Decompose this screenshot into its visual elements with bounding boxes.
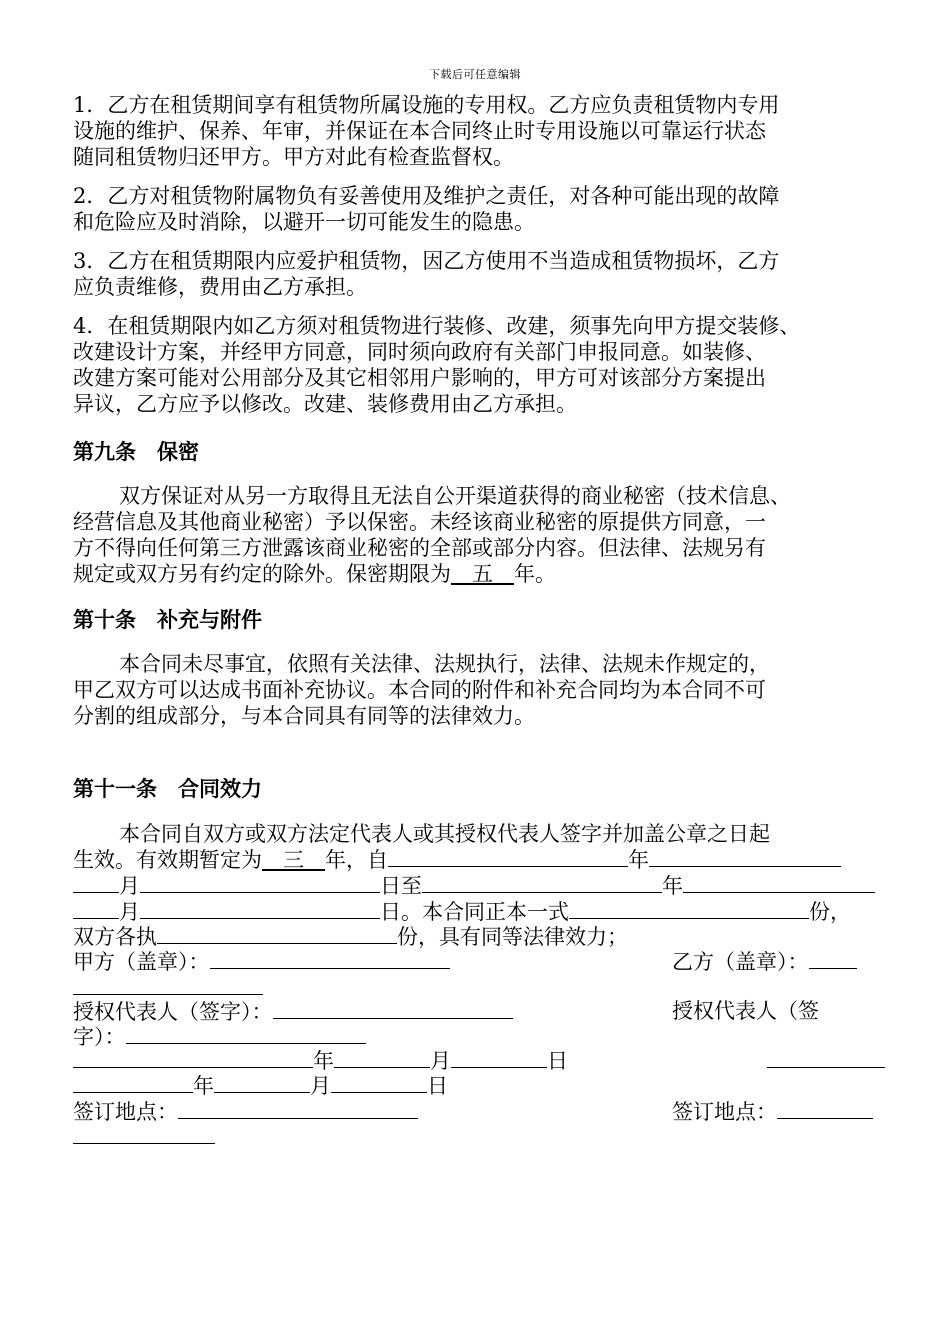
item-1-line-1: 1．乙方在租赁期间享有租赁物所属设施的专用权。乙方应负责租赁物内专用 bbox=[73, 93, 780, 117]
date-b-year-label: 年 bbox=[193, 1074, 214, 1098]
place-b-label: 签订地点： bbox=[672, 1100, 777, 1124]
secrecy-term-blank bbox=[451, 562, 514, 586]
place-b-blank-cont[interactable] bbox=[73, 1123, 215, 1144]
end-year-blank[interactable] bbox=[422, 872, 662, 893]
article-11-line-3 bbox=[73, 872, 875, 899]
rep-a-label: 授权代表人（签字）： bbox=[73, 1000, 273, 1024]
start-month-label: 月 bbox=[119, 874, 140, 898]
place-b-blank[interactable] bbox=[777, 1098, 873, 1119]
end-month-label: 月 bbox=[119, 900, 140, 924]
item-4-line-1: 4．在租赁期限内如乙方须对租赁物进行装修、改建，须事先向甲方提交装修、 bbox=[73, 314, 801, 338]
place-a-label: 签订地点： bbox=[73, 1100, 178, 1124]
start-month-blank[interactable] bbox=[649, 846, 841, 867]
end-month-blank[interactable] bbox=[683, 872, 875, 893]
place-b-line bbox=[672, 1098, 873, 1125]
start-day-blank[interactable] bbox=[140, 872, 380, 893]
each-holds-blank[interactable] bbox=[157, 923, 397, 944]
party-b-seal-line bbox=[672, 948, 857, 975]
each-holds-label: 双方各执 bbox=[73, 925, 157, 949]
end-day-blank[interactable] bbox=[140, 898, 380, 919]
copies-intro: 日。本合同正本一式 bbox=[380, 900, 569, 924]
article-10-heading: 第十条 补充与附件 bbox=[73, 608, 262, 632]
validity-from-label: ，自 bbox=[346, 848, 388, 872]
date-b-month-label: 月 bbox=[310, 1074, 331, 1098]
party-b-seal-blank[interactable] bbox=[809, 948, 857, 969]
validity-term-blank bbox=[262, 848, 325, 872]
article-11-line-4 bbox=[73, 898, 851, 925]
party-a-seal-line bbox=[73, 948, 450, 975]
copies-blank[interactable] bbox=[569, 898, 809, 919]
party-b-seal-label: 乙方（盖章）： bbox=[672, 950, 809, 974]
party-b-seal-line-cont bbox=[73, 974, 263, 1001]
article-11-line-2 bbox=[73, 846, 841, 873]
item-4-line-2: 改建设计方案，并经甲方同意，同时须向政府有关部门申报同意。如装修、 bbox=[73, 340, 766, 364]
rep-b-label-1: 授权代表人（签 bbox=[672, 999, 819, 1023]
article-9-line-4 bbox=[73, 561, 556, 587]
rep-b-blank[interactable] bbox=[126, 1023, 366, 1044]
date-a-day-blank[interactable] bbox=[451, 1047, 547, 1068]
date-b-line-cont bbox=[73, 1072, 448, 1099]
place-b-line-cont bbox=[73, 1123, 215, 1150]
article-9-line-1: 双方保证对从另一方取得且无法自公开渠道获得的商业秘密（技术信息、 bbox=[119, 484, 791, 508]
date-b-day-label: 日 bbox=[427, 1074, 448, 1098]
article-11-line-5 bbox=[73, 923, 628, 950]
rep-b-label-2: 字）： bbox=[73, 1025, 126, 1049]
start-month-blank-cont[interactable] bbox=[73, 872, 119, 893]
place-a-line bbox=[73, 1098, 418, 1125]
date-b-year-blank[interactable] bbox=[73, 1072, 193, 1093]
page-header: 下载后可任意编辑 bbox=[429, 68, 521, 81]
start-year-label: 年 bbox=[628, 848, 649, 872]
article-10-line-2: 甲乙双方可以达成书面补充协议。本合同的附件和补充合同均为本合同不可 bbox=[73, 678, 766, 702]
date-a-year-blank[interactable] bbox=[73, 1047, 313, 1068]
date-b-month-blank[interactable] bbox=[214, 1072, 310, 1093]
date-a-month-blank[interactable] bbox=[334, 1047, 430, 1068]
end-month-blank-cont[interactable] bbox=[73, 898, 119, 919]
copies-label: 份， bbox=[809, 900, 851, 924]
article-9-line-3: 方不得向任何第三方泄露该商业秘密的全部或部分内容。但法律、法规另有 bbox=[73, 536, 766, 560]
rep-b-line-2 bbox=[73, 1023, 366, 1050]
rep-a-line bbox=[73, 998, 513, 1025]
article-11-line-1: 本合同自双方或双方法定代表人或其授权代表人签字并加盖公章之日起 bbox=[119, 822, 770, 846]
date-a-day-label: 日 bbox=[547, 1049, 568, 1073]
date-a-line bbox=[73, 1047, 568, 1074]
secrecy-term-value: 五 bbox=[472, 562, 493, 586]
article-9-line-2: 经营信息及其他商业秘密）予以保密。未经该商业秘密的原提供方同意，一 bbox=[73, 510, 766, 534]
party-a-seal-blank[interactable] bbox=[210, 948, 450, 969]
item-4-line-3: 改建方案可能对公用部分及其它相邻用户影响的，甲方可对该部分方案提出 bbox=[73, 366, 766, 390]
article-9-heading: 第九条 保密 bbox=[73, 440, 199, 464]
item-1-line-3: 随同租赁物归还甲方。甲方对此有检查监督权。 bbox=[73, 145, 514, 169]
article-10-line-3: 分割的组成部分，与本合同具有同等的法律效力。 bbox=[73, 704, 535, 728]
rep-a-blank[interactable] bbox=[273, 998, 513, 1019]
place-a-blank[interactable] bbox=[178, 1098, 418, 1119]
item-3-line-1: 3．乙方在租赁期限内应爱护租赁物，因乙方使用不当造成租赁物损坏，乙方 bbox=[73, 249, 780, 273]
party-b-seal-blank-cont[interactable] bbox=[73, 974, 263, 995]
day-to-label: 日至 bbox=[380, 874, 422, 898]
date-b-line bbox=[767, 1047, 885, 1074]
item-3-line-2: 应负责维修，费用由乙方承担。 bbox=[73, 275, 367, 299]
end-year-label: 年 bbox=[662, 874, 683, 898]
date-b-blank[interactable] bbox=[767, 1047, 885, 1068]
article-10-line-1: 本合同未尽事宜，依照有关法律、法规执行，法律、法规未作规定的， bbox=[119, 652, 770, 676]
each-holds-end: 份，具有同等法律效力； bbox=[397, 925, 628, 949]
item-4-line-4: 异议，乙方应予以修改。改建、装修费用由乙方承担。 bbox=[73, 392, 577, 416]
validity-term-value: 三 bbox=[283, 848, 304, 872]
item-2-line-2: 和危险应及时消除，以避开一切可能发生的隐患。 bbox=[73, 210, 535, 234]
start-year-blank[interactable] bbox=[388, 846, 628, 867]
date-a-year-label: 年 bbox=[313, 1049, 334, 1073]
item-2-line-1: 2．乙方对租赁物附属物负有妥善使用及维护之责任，对各种可能出现的故障 bbox=[73, 184, 780, 208]
item-1-line-2: 设施的维护、保养、年审，并保证在本合同终止时专用设施以可靠运行状态 bbox=[73, 119, 766, 143]
date-a-month-label: 月 bbox=[430, 1049, 451, 1073]
article-9-line-4-end: 年。 bbox=[514, 562, 556, 586]
validity-intro: 生效。有效期暂定为 bbox=[73, 848, 262, 872]
party-a-seal-label: 甲方（盖章）： bbox=[73, 950, 210, 974]
date-b-day-blank[interactable] bbox=[331, 1072, 427, 1093]
article-9-line-4-text: 规定或双方另有约定的除外。保密期限为 bbox=[73, 562, 451, 586]
validity-year-label: 年 bbox=[325, 848, 346, 872]
article-11-heading: 第十一条 合同效力 bbox=[73, 777, 262, 801]
